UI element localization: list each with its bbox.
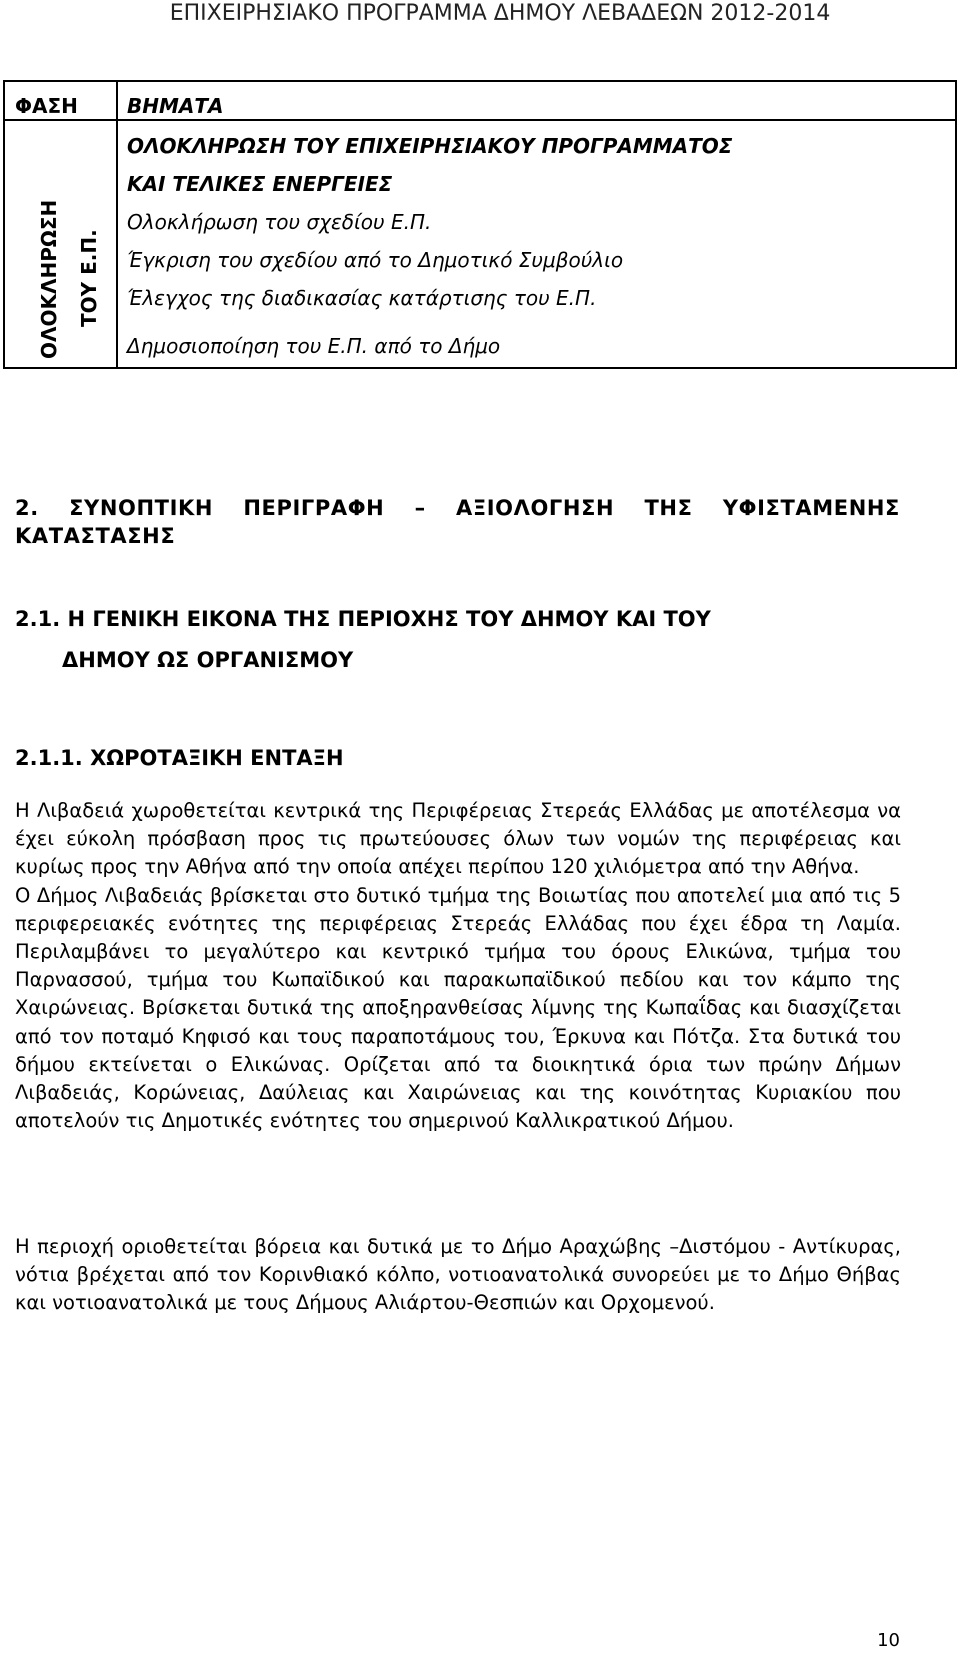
phase-steps-table [3, 80, 957, 369]
phase-column-header: ΦΑΣΗ [15, 94, 78, 118]
phase-name-line1: ΟΛΟΚΛΗΡΩΣΗ [37, 199, 61, 359]
steps-list [127, 127, 947, 365]
step-item: Ολοκλήρωση του σχεδίου Ε.Π. [127, 210, 432, 234]
section-2-1-heading-line1: 2.1. Η ΓΕΝΙΚΗ ΕΙΚΟΝΑ ΤΗΣ ΠΕΡΙΟΧΗΣ ΤΟΥ ΔΗΜΟΥ ΚΑΙ ΤΟΥ [15, 607, 711, 631]
document-header: ΕΠΙΧΕΙΡΗΣΙΑΚΟ ΠΡΟΓΡΑΜΜΑ ΔΗΜΟΥ ΛΕΒΑΔΕΩΝ 2012-2014 [169, 1, 831, 26]
table-header-divider [5, 119, 955, 121]
phase-name-line2: ΤΟΥ Ε.Π. [77, 229, 101, 327]
section-2-1-1-heading: 2.1.1. ΧΩΡΟΤΑΞΙΚΗ ΕΝΤΑΞΗ [15, 746, 344, 770]
steps-column-header: ΒΗΜΑΤΑ [127, 94, 224, 118]
step-item: Έλεγχος της διαδικασίας κατάρτισης του Ε.Π. [127, 286, 597, 310]
steps-section-title-line1: ΟΛΟΚΛΗΡΩΣΗ ΤΟΥ ΕΠΙΧΕΙΡΗΣΙΑΚΟΥ ΠΡΟΓΡΑΜΜΑΤΟΣ [127, 134, 733, 158]
step-item: Έγκριση του σχεδίου από το Δημοτικό Συμβούλιο [127, 248, 624, 272]
section-2-1-heading-line2: ΔΗΜΟΥ ΩΣ ΟΡΓΑΝΙΣΜΟΥ [62, 648, 354, 672]
table-column-divider [116, 82, 118, 367]
page-number: 10 [877, 1630, 900, 1651]
steps-section-title-line2: ΚΑΙ ΤΕΛΙΚΕΣ ΕΝΕΡΓΕΙΕΣ [127, 172, 393, 196]
section-2-heading-line2: ΚΑΤΑΣΤΑΣΗΣ [15, 524, 176, 548]
phase-name-vertical [35, 137, 107, 359]
body-text-block-1 [15, 797, 901, 1135]
section-2-heading-line1: 2. ΣΥΝΟΠΤΙΚΗ ΠΕΡΙΓΡΑΦΗ – ΑΞΙΟΛΟΓΗΣΗ ΤΗΣ ΥΦΙΣΤΑΜΕΝΗΣ [15, 496, 900, 520]
paragraph-1: Η Λιβαδειά χωροθετείται κεντρικά της Περιφέρειας Στερεάς Ελλάδας με αποτέλεσμα να έχει εύκολη πρόσβαση προς τις πρωτεύουσες όλων των νομών της περιφέρειας και κυρίως προς την Αθήνα από την οποία απέχει περίπου 120 χιλιόμετρα από την Αθήνα. [15, 799, 901, 879]
paragraph-2: Ο Δήμος Λιβαδειάς βρίσκεται στο δυτικό τμήμα της Βοιωτίας που αποτελεί μια από τις 5 περιφερειακές ενότητες της περιφέρειας Στερεάς Ελλάδας που έχει έδρα τη Λαμία. Περιλαμβάνει το μεγαλύτερο και κεντρικό τμήμα του όρους Ελικώνα, τμήμα του Παρνασσού, τμήμα του Κωπαϊδικού και παρακωπαϊδικού πεδίου και τον κάμπο της Χαιρώνειας. Βρίσκεται δυτικά της αποξηρανθείσας λίμνης της Κωπαΐδας και διασχίζεται από τον ποταμό Κηφισό και τους παραποτάμους του, Έρκυνα και Πότζα. Στα δυτικά του δήμου εκτείνεται ο Ελικώνας. Ορίζεται από τα διοικητικά όρια των πρώην Δήμων Λιβαδειάς, Κορώνειας, Δαύλειας και Χαιρώνειας και της κοινότητας Κυριακίου που αποτελούν τις Δημοτικές ενότητες του σημερινού Καλλικρατικού Δήμου. [15, 883, 901, 1133]
step-item: Δημοσιοποίηση του Ε.Π. από το Δήμο [127, 334, 501, 358]
paragraph-3: Η περιοχή οριοθετείται βόρεια και δυτικά με το Δήμο Αραχώβης –Διστόμου - Αντίκυρας, νότια βρέχεται από τον Κορινθιακό κόλπο, νοτιοανατολικά συνορεύει με το Δήμο Θήβας και νοτιοανατολικά με τους Δήμους Αλιάρτου-Θεσπιών και Ορχομενού. [15, 1235, 901, 1315]
